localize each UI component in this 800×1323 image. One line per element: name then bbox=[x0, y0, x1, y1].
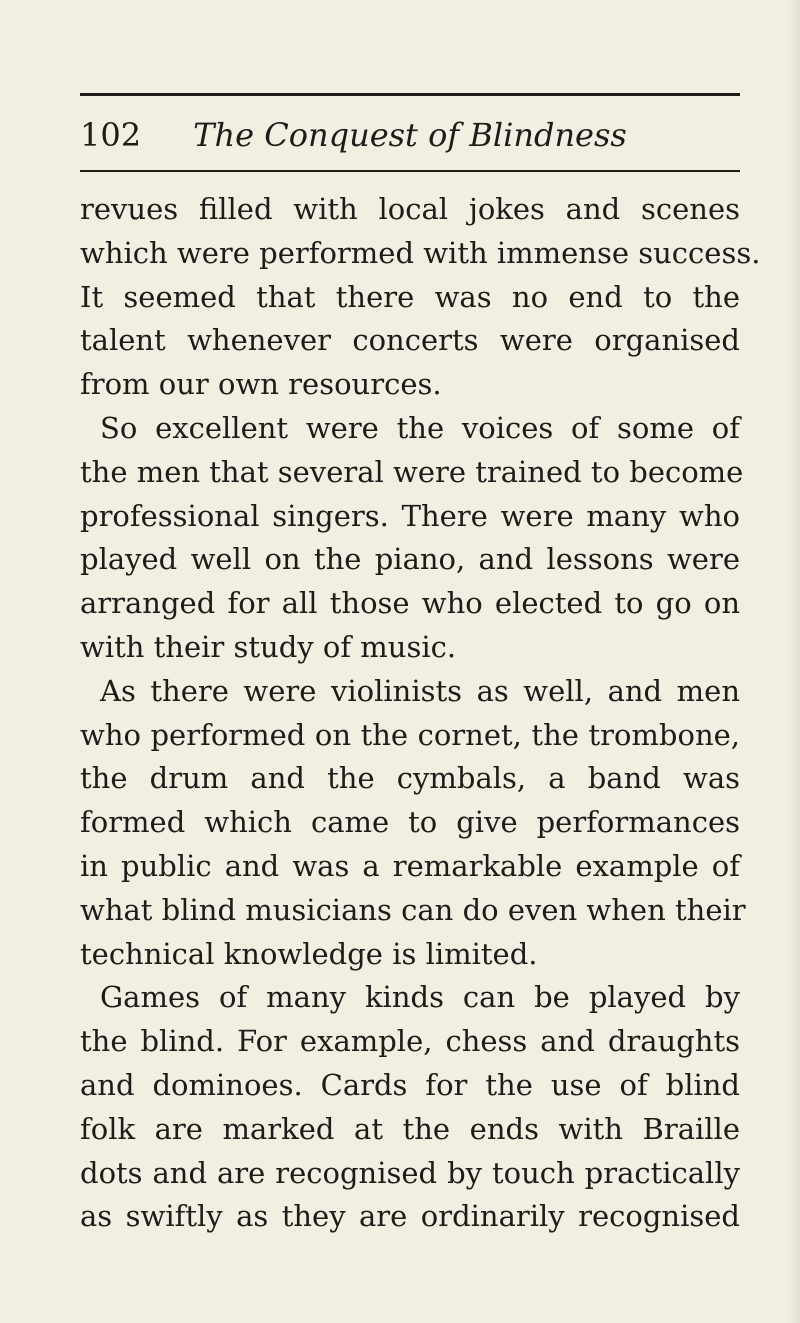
text-line: Games of many kinds can be played by bbox=[100, 980, 740, 1015]
text-line: So excellent were the voices of some of bbox=[100, 410, 740, 445]
text-line: and dominoes. Cards for the use of blind bbox=[80, 1067, 740, 1102]
text-line: in public and was a remarkable example of bbox=[80, 848, 740, 883]
text-line: arranged for all those who elected to go on bbox=[80, 586, 740, 621]
body-text bbox=[80, 188, 761, 1239]
running-title: The Conquest of Blindness bbox=[193, 116, 627, 154]
page-edge-shadow bbox=[786, 0, 800, 1323]
text-line: It seemed that there was no end to the bbox=[80, 279, 740, 314]
page-header bbox=[80, 112, 740, 158]
top-rule bbox=[80, 93, 740, 96]
text-line: technical knowledge is limited. bbox=[80, 936, 538, 971]
text-line: who performed on the cornet, the trombone, bbox=[80, 717, 740, 752]
text-line: with their study of music. bbox=[80, 629, 457, 664]
text-line: dots and are recognised by touch practically bbox=[80, 1155, 740, 1190]
text-line: from our own resources. bbox=[80, 367, 442, 402]
header-rule bbox=[80, 170, 740, 172]
text-line: talent whenever concerts were organised bbox=[80, 323, 740, 358]
page-number: 102 bbox=[80, 116, 142, 154]
text-line: the blind. For example, chess and draughts bbox=[80, 1024, 740, 1059]
text-line: what blind musicians can do even when their bbox=[80, 892, 746, 927]
text-line: revues filled with local jokes and scenes bbox=[80, 192, 740, 226]
text-line: the drum and the cymbals, a band was bbox=[80, 761, 740, 796]
text-line: professional singers. There were many who bbox=[80, 498, 740, 533]
text-line: which were performed with immense success. bbox=[80, 235, 761, 270]
text-line: as swiftly as they are ordinarily recognised bbox=[80, 1199, 740, 1234]
text-line: folk are marked at the ends with Braille bbox=[80, 1111, 740, 1146]
text-line: As there were violinists as well, and men bbox=[100, 673, 740, 708]
text-line: played well on the piano, and lessons were bbox=[80, 542, 740, 577]
text-line: the men that several were trained to become bbox=[80, 454, 744, 489]
text-line: formed which came to give performances bbox=[80, 805, 740, 840]
